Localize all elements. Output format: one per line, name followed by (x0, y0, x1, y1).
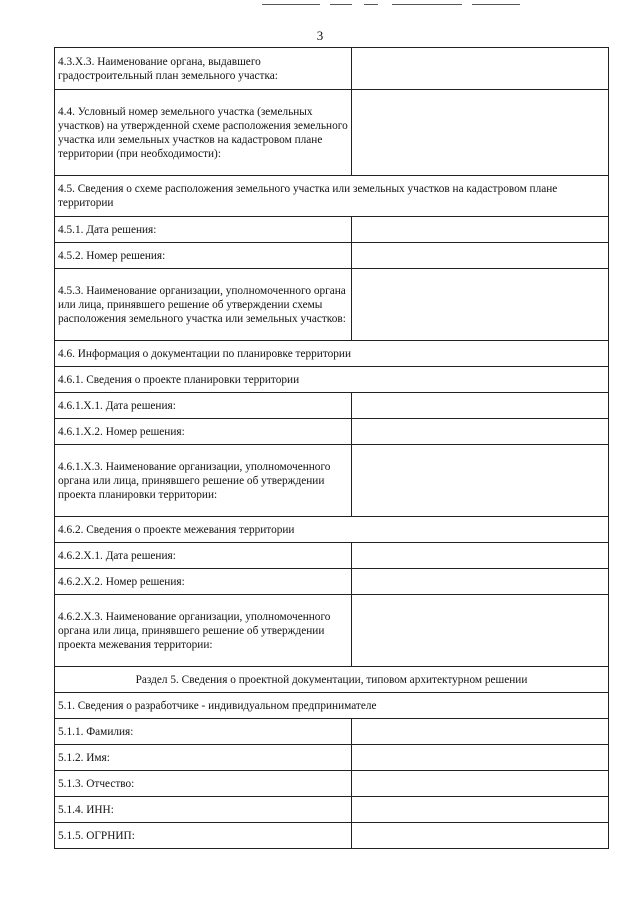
form-row (55, 269, 609, 341)
form-section-row (55, 341, 609, 367)
scan-artifact-line (330, 4, 352, 5)
form-row (55, 823, 609, 849)
form-row (55, 445, 609, 517)
section-heading: Раздел 5. Сведения о проектной документации, типовом архитектурном решении (55, 667, 609, 693)
form-row (55, 595, 609, 667)
form-section-row (55, 667, 609, 693)
scan-artifact-line (392, 4, 462, 5)
scan-artifact-line (364, 4, 378, 5)
form-row (55, 543, 609, 569)
form-row (55, 797, 609, 823)
application-form-table (54, 47, 609, 849)
field-value[interactable] (352, 48, 609, 90)
subsection-heading: 4.6.1. Сведения о проекте планировки территории (55, 367, 609, 393)
field-label: 4.6.2.X.2. Номер решения: (55, 569, 352, 595)
field-label: 5.1.3. Отчество: (55, 771, 352, 797)
field-label: 4.6.1.X.3. Наименование организации, уполномоченного органа или лица, принявшего решение об утверждении проекта планировки территории: (55, 445, 352, 517)
field-value[interactable] (352, 569, 609, 595)
field-label: 4.6.1.X.1. Дата решения: (55, 393, 352, 419)
field-label: 4.6.2.X.1. Дата решения: (55, 543, 352, 569)
field-label: 4.6.2.X.3. Наименование организации, уполномоченного органа или лица, принявшего решение об утверждении проекта межевания территории: (55, 595, 352, 667)
field-value[interactable] (352, 243, 609, 269)
field-label: 4.3.X.3. Наименование органа, выдавшего градостроительный план земельного участка: (55, 48, 352, 90)
field-value[interactable] (352, 543, 609, 569)
subsection-heading: 4.5. Сведения о схеме расположения земельного участка или земельных участков на кадастровом плане территории (55, 176, 609, 217)
field-value[interactable] (352, 269, 609, 341)
field-label: 4.6.1.X.2. Номер решения: (55, 419, 352, 445)
field-value[interactable] (352, 823, 609, 849)
subsection-heading: 4.6. Информация о документации по планировке территории (55, 341, 609, 367)
scan-artifact-line (472, 4, 520, 5)
field-value[interactable] (352, 90, 609, 176)
field-value[interactable] (352, 419, 609, 445)
field-label: 5.1.1. Фамилия: (55, 719, 352, 745)
field-value[interactable] (352, 771, 609, 797)
form-row (55, 48, 609, 90)
form-row (55, 393, 609, 419)
form-row (55, 90, 609, 176)
form-section-row (55, 693, 609, 719)
form-row (55, 771, 609, 797)
form-section-row (55, 517, 609, 543)
field-value[interactable] (352, 217, 609, 243)
form-row (55, 745, 609, 771)
subsection-heading: 4.6.2. Сведения о проекте межевания территории (55, 517, 609, 543)
field-value[interactable] (352, 745, 609, 771)
field-label: 5.1.2. Имя: (55, 745, 352, 771)
field-value[interactable] (352, 595, 609, 667)
field-label: 5.1.4. ИНН: (55, 797, 352, 823)
field-label: 4.5.2. Номер решения: (55, 243, 352, 269)
page-number: 3 (316, 28, 324, 43)
subsection-heading: 5.1. Сведения о разработчике - индивидуальном предпринимателе (55, 693, 609, 719)
field-value[interactable] (352, 445, 609, 517)
field-label: 5.1.5. ОГРНИП: (55, 823, 352, 849)
field-label: 4.5.1. Дата решения: (55, 217, 352, 243)
scan-artifact-line (262, 4, 320, 5)
form-section-row (55, 176, 609, 217)
field-value[interactable] (352, 719, 609, 745)
form-row (55, 419, 609, 445)
form-row (55, 217, 609, 243)
form-row (55, 243, 609, 269)
form-section-row (55, 367, 609, 393)
field-label: 4.4. Условный номер земельного участка (земельных участков) на утвержденной схеме расположения земельного участка или земельных участков на кадастровом плане территории (при необходимости): (55, 90, 352, 176)
field-value[interactable] (352, 393, 609, 419)
form-row (55, 719, 609, 745)
field-value[interactable] (352, 797, 609, 823)
form-row (55, 569, 609, 595)
field-label: 4.5.3. Наименование организации, уполномоченного органа или лица, принявшего решение об утверждении схемы расположения земельного участка или земельных участков: (55, 269, 352, 341)
